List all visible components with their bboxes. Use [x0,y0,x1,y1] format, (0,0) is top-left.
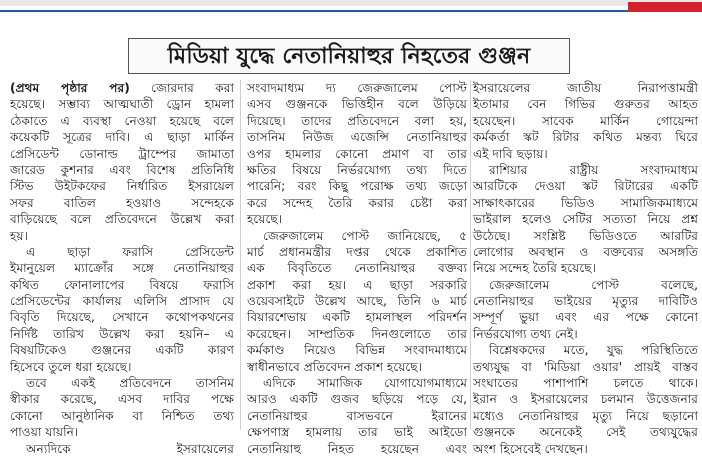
text-line: নির্দিষ্ট তারিখ উল্লেখ করা হয়নি– এ [10,326,234,341]
column-divider [470,80,471,430]
text-line: সাক্ষাৎকারের ভিডিও সামাজিকমাধ্যমে [473,195,698,210]
text-line: হিসেবে তুলে ধরা হয়েছে। [10,359,132,374]
top-accent-bar [0,10,702,16]
text-line: এসব গুঞ্জনকে ভিত্তিহীন বলে উড়িয়ে [247,97,467,112]
text-line: মধ্যেও নেতানিয়াহুর মৃত্যু নিয়ে ছড়ানো [473,408,698,423]
text-line: ক্ষেপণাস্ত্র হামলায় তার ভাই আইডো [247,425,467,440]
text-line: ওপর হামলার কোনো প্রমাণ বা তার [247,146,467,161]
text-line: তাসনিম নিউজ এজেন্সি নেতানিয়াহুর [247,130,467,145]
text-line: পারেনি; বরং কিছু পরোক্ষ তথ্য জড়ো [247,179,467,194]
text-line: প্রেসিডেন্টের কার্যালয় এলিসি প্রাসাদ যে [10,294,234,309]
text-line: এক বিবৃতিতে নেতানিয়াহুর বক্তব্য [247,261,467,276]
text-line: বিবৃতি দিয়েছে, সেখানে কথোপকথনের [10,310,234,325]
text-line: ইতামার বেন গিভির গুরুতর আহত [473,97,698,112]
text-line: স্টিভ উইটকফের নির্ধারিত ইসরায়েল [10,179,234,194]
text-line: ঠেকাতে এ ব্যবস্থা নেওয়া হয়েছে বলে [10,113,234,128]
text-line: আরও একটি গুজব ছড়িয়ে পড়ে যে, [247,392,467,407]
text-line: ইরান ও ইসরায়েলের চলমান উত্তেজনার [473,392,698,407]
text-line: স্বাধীনভাবে প্রতিবেদন প্রকাশ হয়েছে। [247,359,423,374]
text-line: মার্চ প্রধানমন্ত্রীর দপ্তর থেকে প্রকাশিত [247,244,467,259]
text-line: ক্ষতির বিষয়ে নির্ভরযোগ্য তথ্য দিতে [247,162,467,177]
text-line: হয়েছেন। সাবেক মার্কিন গোয়েন্দা [473,113,698,128]
text-line: নেতানিয়াহুর ভাইয়ের মৃত্যুর দাবিটিও [473,294,698,309]
text-line: বাড়িয়েছে বলে প্রতিবেদনে উল্লেখ করা [10,212,234,227]
text-line: অন্যদিকে ইসরায়েলের [26,441,234,456]
text-line: কয়েকটি সূত্রের দাবি। এ ছাড়া মার্কিন [10,130,234,145]
text-line: এই দাবি ছড়ায়। [473,146,548,161]
text-line: সম্পূর্ণ ভুয়া এবং এর পক্ষে কোনো [473,310,698,325]
text-line: জারেড কুশনার এবং বিশেষ প্রতিনিধি [10,162,234,177]
text-line: সংঘাতের পাশাপাশি চলতে থাকে। [473,376,698,391]
blue-rule [0,10,628,12]
text-line: অংশ হিসেবেই দেখছেন। [473,441,588,456]
text-line: হয়েছে। সম্ভাব্য আত্মঘাতী ড্রোন হামলা [10,97,234,112]
text-line: কর্মকাণ্ড নিয়েও বিভিন্ন সংবাদমাধ্যমে [247,343,467,358]
text-line: (প্রথম পৃষ্ঠার পর) জোরদার করা [10,81,234,95]
article-column-1 [10,80,234,457]
text-line: তথ্যযুদ্ধ বা 'মিডিয়া ওয়ার' প্রায়ই বাস্তব [473,359,698,374]
text-line: সফর বাতিল হওয়াও সন্দেহকে [10,195,234,210]
text-line: লোগোর অবস্থান ও বক্তব্যের অসঙ্গতি [473,244,698,259]
text-line: নেতানিয়াহু নিহত হয়েছেন এবং [247,441,467,456]
text-line: জেরুজালেম পোস্ট বলেছে, [489,277,698,292]
text-line: বিষয়টিকেও গুঞ্জনের একটি কারণ [10,343,234,358]
text-line: বিয়ারশেভায় একটি হামলাস্থল পরিদর্শন [247,310,467,325]
text-line: হয়েছে। [247,212,283,227]
text-line: এদিকে সামাজিক যোগাযোগমাধ্যমে [263,376,467,391]
text-line: নিয়ে সন্দেহ তৈরি হয়েছে। [473,261,596,276]
text-line: পাওয়া যায়নি। [10,425,79,440]
top-gray-band [0,0,702,6]
article-column-2 [247,80,467,457]
text-line: দিয়েছে। তাদের প্রতিবেদনে বলা হয়, [247,113,467,128]
text-line: গুঞ্জনকে অনেকেই সেই তথ্যযুদ্ধের [473,425,698,440]
text-line: প্রকাশ করা হয়। এ ছাড়া সরকারি [247,277,467,292]
text-line: সংবাদমাধ্যম দ্য জেরুজালেম পোস্ট [247,81,467,95]
continued-from-label: (প্রথম পৃষ্ঠার পর) [10,81,130,95]
red-tab [628,2,702,12]
text-line: করে সন্দেহ তৈরি করার চেষ্টা করা [247,195,467,210]
text-line: কোনো আনুষ্ঠানিক বা নিশ্চিত তথ্য [10,408,234,423]
text-line: করেছেন। সাম্প্রতিক দিনগুলোতে তার [247,326,467,341]
text-line: হয়। [10,228,28,243]
text-line: জেরুজালেম পোস্ট জানিয়েছে, ৫ [263,228,467,243]
text-line: এ ছাড়া ফরাসি প্রেসিডেন্ট [26,244,234,259]
text-line: কথিত ফোনালাপের বিষয়ে ফরাসি [10,277,234,292]
headline: মিডিয়া যুদ্ধে নেতানিয়াহুর নিহতের গুঞ্জন [128,38,570,74]
text-line: ইসরায়েলের জাতীয় নিরাপত্তামন্ত্রী [473,81,698,95]
text-line: আরটিকে দেওয়া স্কট রিটারের একটি [473,179,698,194]
text-line: তবে একই প্রতিবেদনে তাসনিম [26,376,234,391]
text-line: প্রেসিডেন্ট ডোনাল্ড ট্রাম্পের জামাতা [10,146,234,161]
text-line: বিশ্লেষকদের মতে, যুদ্ধ পরিস্থিতিতে [489,343,698,358]
text-line: উঠেছে। সংশ্লিষ্ট ভিডিওতে আরটির [473,228,698,243]
text-line: ভাইরাল হলেও সেটির সত্যতা নিয়ে প্রশ্ন [473,212,698,227]
column-divider [240,80,241,430]
text-line: ইমানুয়েল ম্যাক্রোঁর সঙ্গে নেতানিয়াহুর [10,261,234,276]
text-line: নির্ভরযোগ্য তথ্য নেই। [473,326,578,341]
text-line: ওয়েবসাইটে উল্লেখ আছে, তিনি ৬ মার্চ [247,294,467,309]
text-line: রাশিয়ার রাষ্ট্রীয় সংবাদমাধ্যম [489,162,698,177]
text-line: স্বীকার করেছে, এসব দাবির পক্ষে [10,392,234,407]
article-column-3 [473,80,698,457]
text-line: নেতানিয়াহুর বাসভবনে ইরানের [247,408,467,423]
text-line: কর্মকর্তা স্কট রিটার কথিত মন্তব্য ঘিরে [473,130,698,145]
